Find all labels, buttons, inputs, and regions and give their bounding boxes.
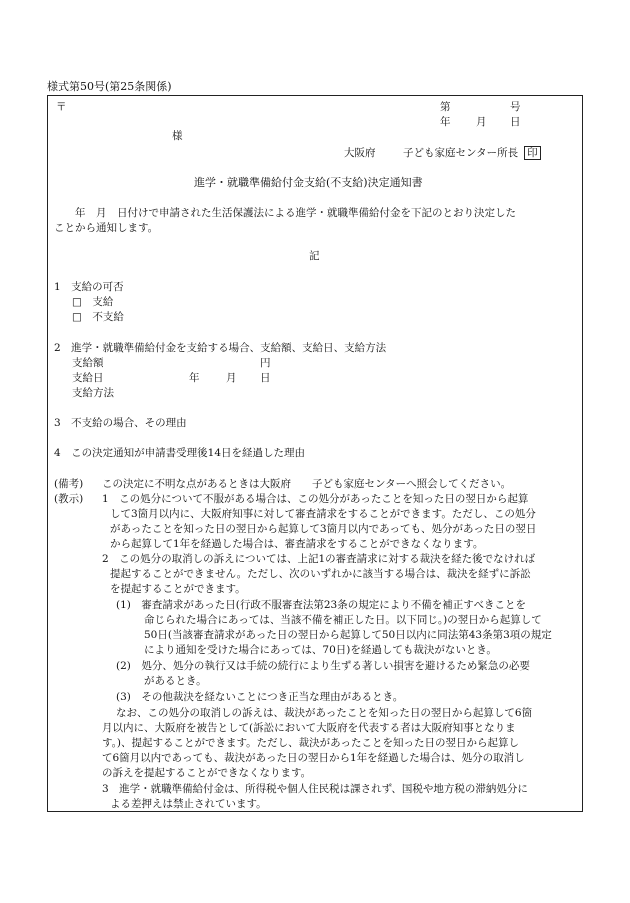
kyouji-3-line-2: よる差押えは禁止されています。 xyxy=(110,798,267,810)
method-label: 支給方法 xyxy=(72,387,114,399)
kyouji-2-line-3: を提起することができます。 xyxy=(110,583,246,595)
kyouji-2-line-2: 提起することができません。ただし、次のいずれかに該当する場合は、裁決を経ずに訴訟 xyxy=(110,568,531,580)
document-title: 進学・就職準備給付金支給(不支給)決定通知書 xyxy=(194,176,423,189)
kyouji-2-1-line-3: 50日(当該審査請求があった日の翌日から起算して50日以内に同法第43条第3項の規定 xyxy=(144,629,552,641)
postal-mark: 〒 xyxy=(56,101,67,113)
issuer-office xyxy=(403,146,541,160)
kyouji-2-note-line-1: なお、この処分の取消しの訴えは、裁決があったことを知った日の翌日から起算して6箇 xyxy=(116,707,533,719)
kyouji-2-note-line-3: す。)、提起することができます。ただし、裁決があったことを知った日の翌日から起算し xyxy=(102,737,520,749)
date-label: 支給日 xyxy=(72,372,104,384)
amount-unit: 円 xyxy=(260,357,271,369)
kyouji-1-line-4: から起算して1年を経過した場合は、審査請求をすることができなくなります。 xyxy=(110,538,484,550)
pay-date-day: 日 xyxy=(260,372,271,384)
kyouji-3-line-1: 3 進学・就職準備給付金は、所得税や個人住民税は課されず、国税や地方税の滞納処分に xyxy=(102,783,528,795)
addressee-suffix: 様 xyxy=(172,130,183,142)
bikou-text: この決定に不明な点があるときは大阪府 子ども家庭センターへ照会してください。 xyxy=(102,478,512,490)
number-label-2: 号 xyxy=(510,101,521,113)
kyouji-2-1-line-4: により通知を受けた場合にあっては、70日)を経過しても裁決がないとき。 xyxy=(144,644,497,656)
issuer-office-label: 子ども家庭センター所長 xyxy=(403,147,519,159)
option-fushikyu: □ 不支給 xyxy=(72,311,124,323)
section-4-title: 4 この決定通知が申請書受理後14日を経過した理由 xyxy=(54,447,306,459)
option-shikyu: □ 支給 xyxy=(72,296,114,308)
number-label-1: 第 xyxy=(440,101,451,113)
kyouji-1-line-2: して3箇月以内に、大阪府知事に対して審査請求をすることができます。ただし、この処分 xyxy=(110,508,536,520)
kyouji-2-2-line-2: があるとき。 xyxy=(144,675,207,687)
pay-date-month: 月 xyxy=(226,372,237,384)
kyouji-1-line-1: 1 この処分について不服がある場合は、この処分があったことを知った日の翌日から起算 xyxy=(102,493,529,505)
kyouji-2-1-line-1: (1) 審査請求があった日(行政不服審査法第23条の規定により不備を補正すべきことを xyxy=(116,599,527,611)
date-year: 年 xyxy=(440,116,451,128)
kyouji-2-2-line-1: (2) 処分、処分の執行又は手続の続行により生ずる著しい損害を避けるため緊急の必要 xyxy=(116,660,530,672)
form-number: 様式第50号(第25条関係) xyxy=(47,80,172,93)
kyouji-2-note-line-5: の訴えを提起することができなくなります。 xyxy=(102,767,312,779)
date-day: 日 xyxy=(510,116,521,128)
kyouji-2-note-line-4: て6箇月以内であっても、裁決があった日の翌日から1年を経過した場合は、処分の取消し xyxy=(102,752,525,764)
kyouji-2-1-line-2: 命じられた場合にあっては、当該不備を補正した日。以下同じ。)の翌日から起算して xyxy=(144,614,542,626)
issuer-pref: 大阪府 xyxy=(344,147,376,159)
intro-line-2: ことから通知します。 xyxy=(54,222,159,234)
bikou-label: (備考) xyxy=(54,478,84,490)
kyouji-2-3-line-1: (3) その他裁決を経ないことにつき正当な理由があるとき。 xyxy=(116,691,404,703)
pay-date-year: 年 xyxy=(189,372,200,384)
intro-line-1: 年 月 日付けで申請された生活保護法による進学・就職準備給付金を下記のとおり決定した xyxy=(54,207,516,219)
ki-label: 記 xyxy=(309,250,320,262)
kyouji-2-line-1: 2 この処分の取消しの訴えについては、上記1の審査請求に対する裁決を経た後でなければ xyxy=(102,553,536,565)
kyouji-label: (教示) xyxy=(54,493,84,505)
section-2-title: 2 進学・就職準備給付金を支給する場合、支給額、支給日、支給方法 xyxy=(54,342,387,354)
kyouji-2-note-line-2: 月以内に、大阪府を被告として(訴訟において大阪府を代表する者は大阪府知事となりま xyxy=(102,722,516,734)
kyouji-1-line-3: があったことを知った日の翌日から起算して3箇月以内であっても、処分があった日の翌日 xyxy=(110,523,537,535)
seal-mark: 印 xyxy=(524,146,541,160)
section-1-title: 1 支給の可否 xyxy=(54,281,124,293)
amount-label: 支給額 xyxy=(72,357,104,369)
section-3-title: 3 不支給の場合、その理由 xyxy=(54,417,187,429)
notice-frame xyxy=(47,95,583,812)
date-month: 月 xyxy=(476,116,487,128)
